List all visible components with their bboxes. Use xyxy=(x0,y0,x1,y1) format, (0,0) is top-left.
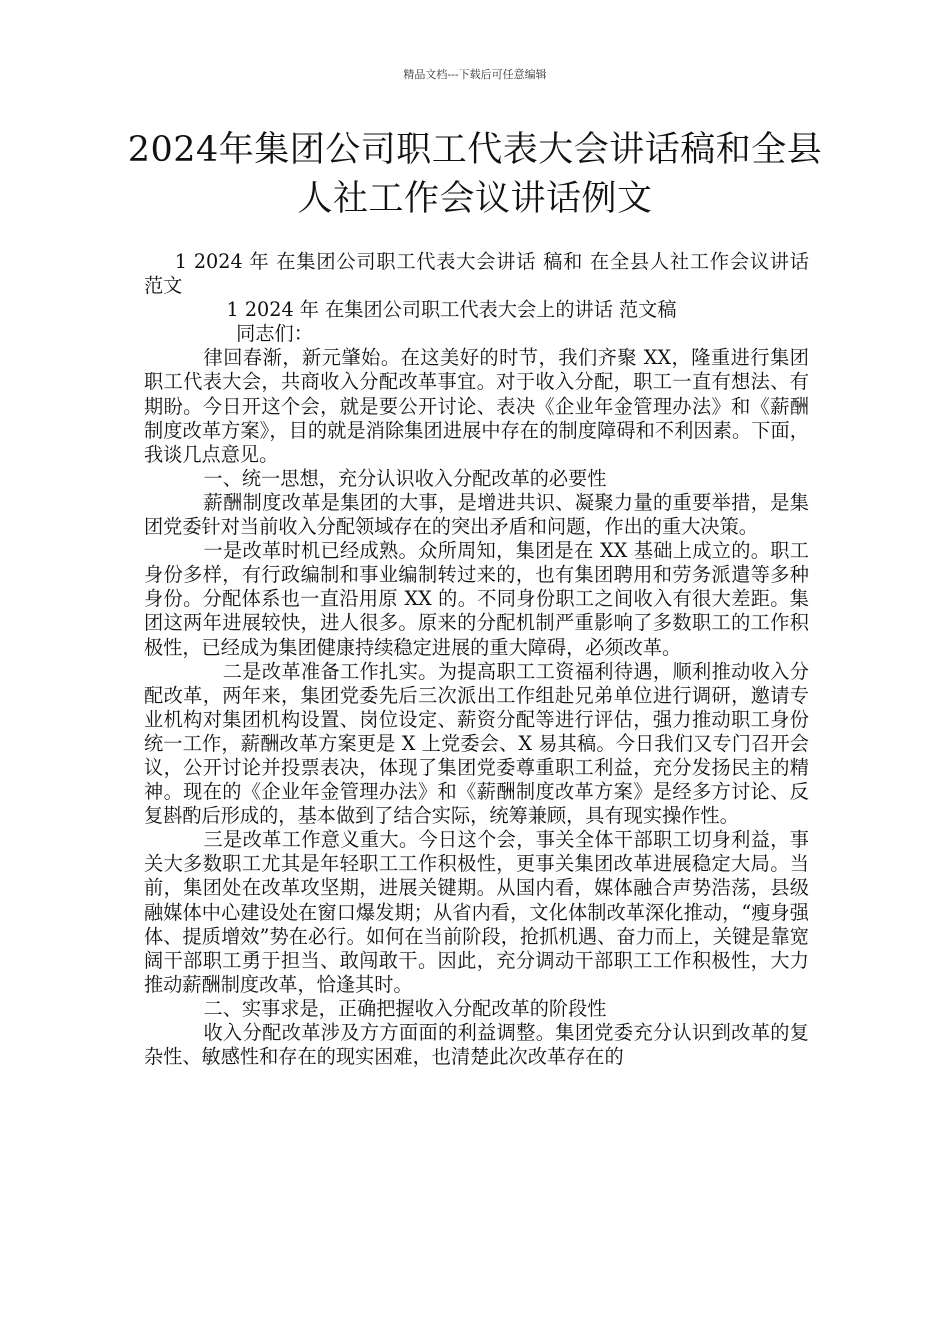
salutation: 同志们： xyxy=(236,322,313,346)
paragraph: 一是改革时机已经成熟。众所周知，集团是在 XX 基础上成立的。职工身份多样，有行政编制和事业编制转过来的，也有集团聘用和劳务派遣等多种身份。分配体系也一直沿用原 XX 的。不同身份职工之间收入有很大差距。集团这两年进展较快，进人很多。原来的分配机制严重影响了多数职工的工作积极性，已经成为集团健康持续稳定进展的重大障碍，必须改革。 xyxy=(144,539,809,659)
paragraph: 二是改革准备工作扎实。为提高职工工资福利待遇，顺利推动收入分配改革，两年来，集团党委先后三次派出工作组赴兄弟单位进行调研，邀请专业机构对集团机构设置、岗位设定、薪资分配等进行评估，强力推动职工身份统一工作，薪酬改革方案更是 X 上党委会、X 易其稿。今日我们又专门召开会议，公开讨论并投票表决，体现了集团党委尊重职工利益，充分发扬民主的精神。现在的《企业年金管理办法》和《薪酬制度改革方案》是经多方讨论、反复斟酌后形成的，基本做到了结合实际，统筹兼顾，具有现实操作性。 xyxy=(144,659,809,828)
section-heading: 一、统一思想，充分认识收入分配改革的必要性 xyxy=(203,466,607,490)
document-title: 2024年集团公司职工代表大会讲话稿和全县人社工作会议讲话例文 xyxy=(127,130,823,219)
section-heading: 二、实事求是，正确把握收入分配改革的阶段性 xyxy=(203,996,607,1020)
subtitle-line: 1 2024 年 在集团公司职工代表大会上的讲话 范文稿 xyxy=(226,298,677,322)
page-header: 精品文档---下载后可任意编辑 xyxy=(403,68,547,81)
paragraph: 律回春渐，新元肇始。在这美好的时节，我们齐聚 XX，隆重进行集团职工代表大会，共商收入分配改革事宜。对于收入分配，职工一直有想法、有期盼。今日开这个会，就是要公开讨论、表决《企业年金管理办法》和《薪酬制度改革方案》，目的就是消除集团进展中存在的制度障碍和不利因素。下面，我谈几点意见。 xyxy=(144,346,809,466)
paragraph: 薪酬制度改革是集团的大事，是增进共识、凝聚力量的重要举措，是集团党委针对当前收入分配领域存在的突出矛盾和问题，作出的重大决策。 xyxy=(144,490,809,539)
intro-line: 1 2024 年 在集团公司职工代表大会讲话 稿和 在全县人社工作会议讲话 范文 xyxy=(144,250,809,298)
paragraph: 收入分配改革涉及方方面面的利益调整。集团党委充分认识到改革的复杂性、敏感性和存在的现实困难，也清楚此次改革存在的 xyxy=(144,1021,809,1069)
document-body xyxy=(144,250,809,1069)
paragraph: 三是改革工作意义重大。今日这个会，事关全体干部职工切身利益，事关大多数职工尤其是年轻职工工作积极性，更事关集团改革进展稳定大局。当前，集团处在改革攻坚期，进展关键期。从国内看，媒体融合声势浩荡，县级融媒体中心建设处在窗口爆发期；从省内看，文化体制改革深化推动，“瘦身强体、提质增效”势在必行。如何在当前阶段，抢抓机遇、奋力而上，关键是靠宽阔干部职工勇于担当、敢闯敢干。因此，充分调动干部职工工作积极性，大力推动薪酬制度改革，恰逢其时。 xyxy=(144,828,809,996)
